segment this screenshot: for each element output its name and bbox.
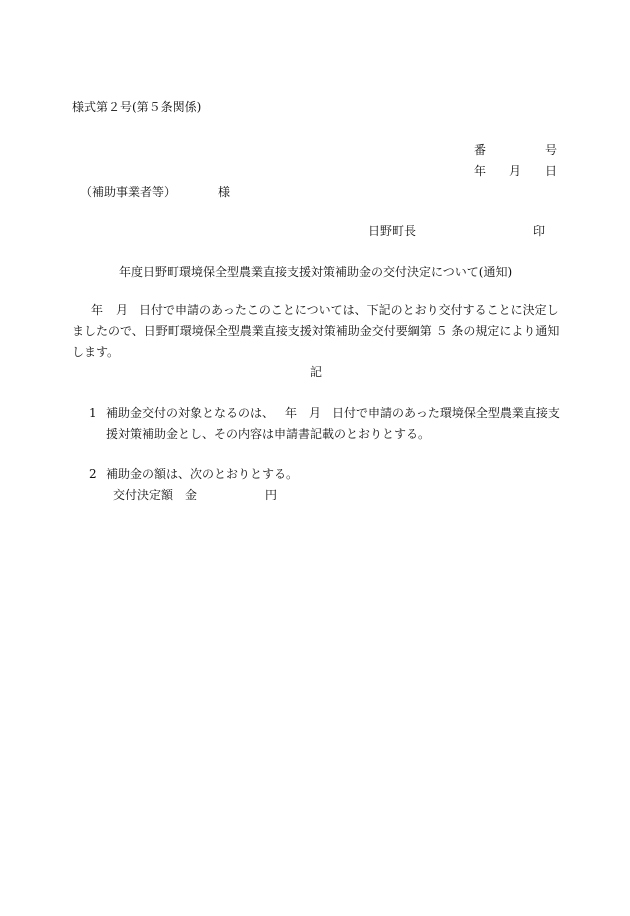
item2-number: 2 [89,467,97,481]
body-line1-text: 日付で申請のあったこのことについては、下記のとおり交付することに決定し [139,303,559,317]
date-label-year: 年 [474,164,487,178]
item1-line2: 援対策補助金とし、その内容は申請書記載のとおりとする。 [106,427,431,441]
form-number: 様式第２号(第５条関係) [72,100,202,114]
item1-month: 月 [309,406,322,420]
item1-text-b: 日付で申請のあった環境保全型農業直接支 [332,406,560,420]
item2-text: 補助金の額は、次のとおりとする。 [106,467,299,481]
body-line1-month: 月 [116,303,129,317]
item1-number: 1 [89,406,97,420]
body-line3: します。 [72,345,120,359]
amount-label: 交付決定額 [113,488,174,502]
item1-year: 年 [285,406,298,420]
date-label-day: 日 [545,164,558,178]
document-title: 年度日野町環境保全型農業直接支援対策補助金の交付決定について(通知) [119,265,513,279]
number-label-go: 号 [545,143,558,157]
body-line1-year: 年 [91,303,104,317]
recipient: （補助事業者等） [80,185,177,199]
ki-heading: 記 [310,365,323,379]
item1-text-a: 補助金交付の対象となるのは、 [106,406,275,420]
body-line2: ましたので、日野町環境保全型農業直接支援対策補助金交付要綱第 ５ 条の規定により通知 [72,324,560,338]
amount-prefix: 金 [185,488,198,502]
issuer: 日野町長 [368,224,417,238]
recipient-honorific: 様 [218,185,231,199]
amount-unit: 円 [265,488,278,502]
seal: 印 [533,224,546,238]
date-label-month: 月 [509,164,522,178]
number-label-ban: 番 [474,143,487,157]
